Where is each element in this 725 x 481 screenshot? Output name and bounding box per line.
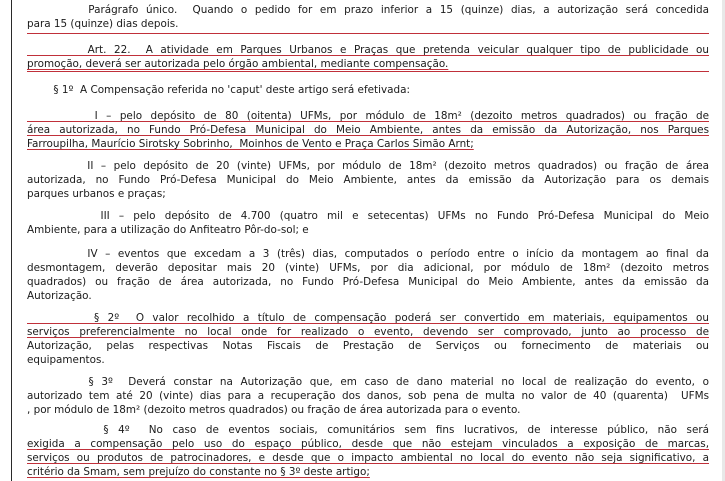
text-line: II – pelo depósito de 20 (vinte) UFMs, por módulo de 18m² (dezoito metros quadrados) ou fração de área <box>27 160 709 172</box>
text-line: equipamentos. <box>27 354 105 366</box>
text-line: parques urbanos e praças; <box>27 188 166 200</box>
text-line: serviços ou produtos de patrocinadores, e desde que o impacto ambiental no local do evento não seja significativo, a <box>27 452 709 464</box>
text-line: § 1º A Compensação referida no 'caput' deste artigo será efetivada: <box>27 84 410 96</box>
text-line: Ambiente, para a utilização do Anfiteatro Pôr-do-sol; e <box>27 224 309 236</box>
text-line: desmontagem, deverão depositar mais 20 (vinte) UFMs, por dia adicional, por módulo de 18m² (dezoito metros <box>27 262 709 274</box>
text-line: Autorização, pelas respectivas Notas Fiscais de Prestação de Serviços ou fornecimento de materiais ou <box>27 340 709 352</box>
text-line: III – pelo depósito de 4.700 (quatro mil e setecentas) UFMs no Fundo Pró-Defesa Municipal do Meio <box>27 210 709 222</box>
text-line: para 15 (quinze) dias depois. <box>27 18 179 30</box>
text-line: , por módulo de 18m² (dezoito metros quadrados) ou fração de área autorizada para o evento. <box>27 404 521 416</box>
text-line: critério da Smam, sem prejuízo do constante no § 3º deste artigo; <box>27 466 370 478</box>
text-line: I – pelo depósito de 80 (oitenta) UFMs, por módulo de 18m² (dezoito metros quadrados) ou fração de <box>27 110 709 122</box>
text-line: área autorizada, no Fundo Pró-Defesa Municipal do Meio Ambiente, antes da emissão da Autorização, nos Parques <box>27 124 709 136</box>
text-line: Parágrafo único. Quando o pedido for em prazo inferior a 15 (quinze) dias, a autorização será concedida <box>27 4 709 16</box>
text-line: IV – eventos que excedam a 3 (três) dias, computados o período entre o início da montagem ao final da <box>27 248 709 260</box>
page-margin-border <box>11 0 12 481</box>
text-line: autorizada, no Fundo Pró-Defesa Municipal do Meio Ambiente, antes da emissão da Autorização para os demais <box>27 174 709 186</box>
text-line: § 4º No caso de eventos sociais, comunitários sem fins lucrativos, de interesse público, não será <box>27 424 709 436</box>
text-line: serviços preferencialmente no local onde for realizado o evento, devendo ser comprovado, junto ao processo de <box>27 326 709 338</box>
text-line: Art. 22. A atividade em Parques Urbanos e Praças que pretenda veicular qualquer tipo de publicidade ou <box>27 44 709 56</box>
text-line: § 2º O valor recolhido a título de compensação poderá ser convertido em materiais, equipamentos ou <box>27 312 709 324</box>
text-line: § 3º Deverá constar na Autorização que, em caso de dano material no local de realização do evento, o <box>27 376 709 388</box>
text-line: exigida a compensação pelo uso do espaço público, desde que não estejam vinculados a exposição de marcas, <box>27 438 709 450</box>
text-line: promoção, deverá ser autorizada pelo órgão ambiental, mediante compensação. <box>27 58 449 70</box>
markup-separator-line <box>27 33 709 34</box>
text-line: autorizado tem até 20 (vinte) dias para a recuperação dos danos, sob pena de multa no valor de 40 (quarenta) UFMs <box>27 390 709 402</box>
text-line: quadrados) ou fração de área autorizada, no Fundo Pró-Defesa Municipal do Meio Ambiente, antes da emissão da <box>27 276 709 288</box>
markup-separator-line <box>27 71 709 72</box>
text-line: Autorização. <box>27 290 92 302</box>
text-line: Farroupilha, Maurício Sirotsky Sobrinho, Moinhos de Vento e Praça Carlos Simão Arnt; <box>27 138 474 150</box>
